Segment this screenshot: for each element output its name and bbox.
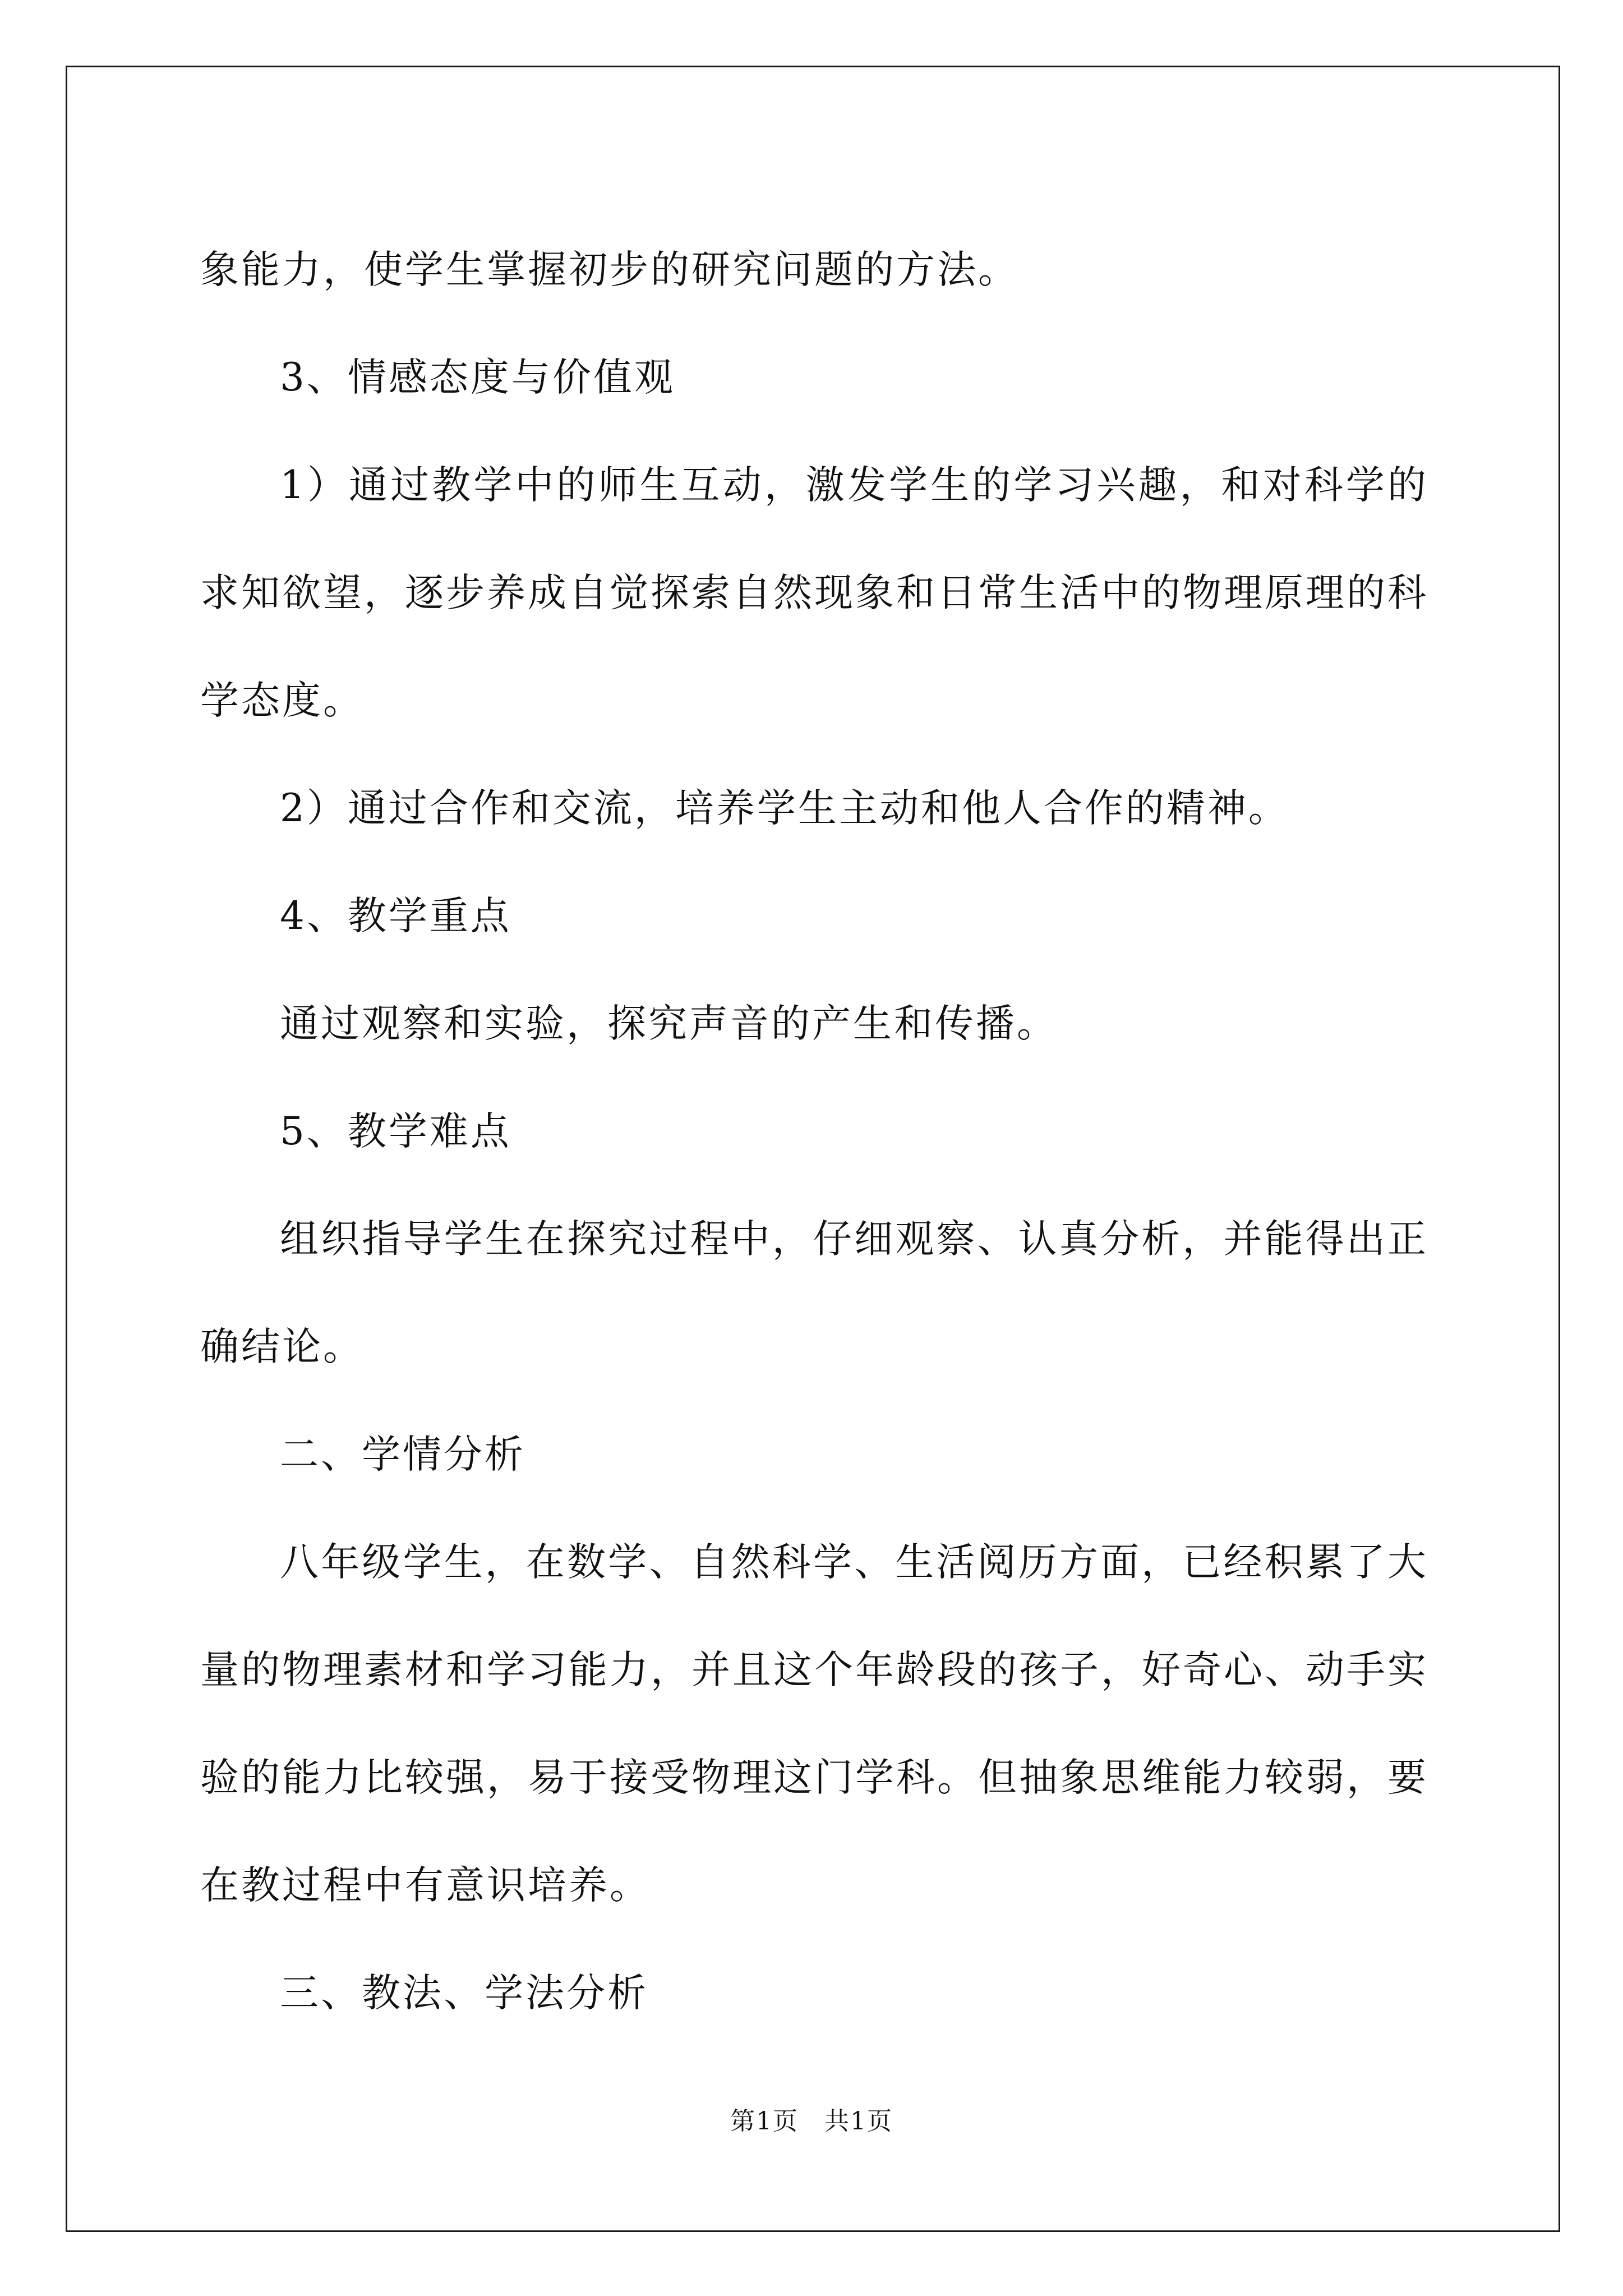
paragraph-student-analysis: 八年级学生，在数学、自然科学、生活阅历方面，已经积累了大量的物理素材和学习能力，并且这个年龄段的孩子，好奇心、动手实验的能力比较强，易于接受物理这门学科。但抽象思维能力较弱，要在教过程中有意识培养。 [200, 1540, 1428, 1908]
page-number-footer: 第1页 共1页 [730, 2107, 893, 2136]
paragraph-teaching-difficulty: 组织指导学生在探究过程中，仔细观察、认真分析，并能得出正确结论。 [200, 1217, 1428, 1369]
paragraph-teaching-focus: 通过观察和实验，探究声音的产生和传播。 [280, 1001, 1058, 1046]
paragraph-objective-1: 1）通过教学中的师生互动，激发学生的学习兴趣，和对科学的求知欲望，逐步养成自觉探索自然现象和日常生活中的物理原理的科学态度。 [200, 463, 1428, 723]
heading-emotion-attitude-values: 3、情感态度与价值观 [280, 355, 675, 400]
paragraph-objective-2: 2）通过合作和交流，培养学生主动和他人合作的精神。 [280, 786, 1289, 831]
heading-teaching-focus: 4、教学重点 [280, 894, 511, 938]
heading-student-analysis: 二、学情分析 [280, 1432, 525, 1477]
heading-teaching-difficulty: 5、教学难点 [280, 1109, 511, 1154]
document-body [200, 216, 1428, 2047]
paragraph-continuation: 象能力，使学生掌握初步的研究问题的方法。 [200, 247, 1019, 292]
heading-teaching-methods: 三、教法、学法分析 [280, 1971, 648, 2016]
